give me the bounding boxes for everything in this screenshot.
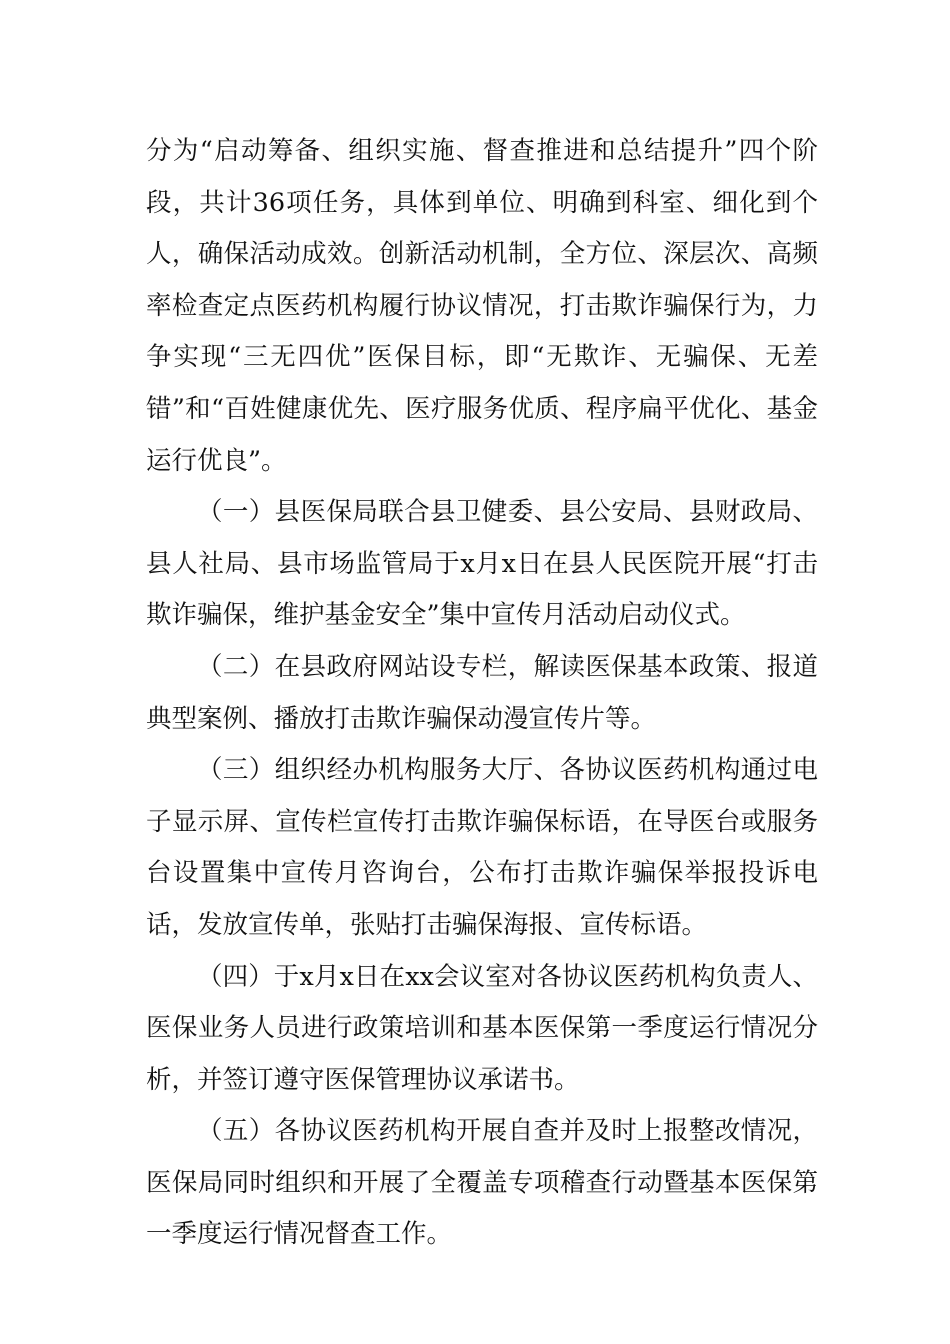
document-body bbox=[146, 126, 818, 1261]
paragraph-item-4: （四）于x月x日在xx会议室对各协议医药机构负责人、医保业务人员进行政策培训和基本医保第一季度运行情况分析，并签订遵守医保管理协议承诺书。 bbox=[146, 961, 818, 1095]
paragraph-item-1: （一）县医保局联合县卫健委、县公安局、县财政局、县人社局、县市场监管局于x月x日在县人民医院开展“打击欺诈骗保，维护基金安全”集中宣传月活动启动仪式。 bbox=[146, 497, 818, 631]
paragraph-item-5: （五）各协议医药机构开展自查并及时上报整改情况，医保局同时组织和开展了全覆盖专项稽查行动暨基本医保第一季度运行情况督查工作。 bbox=[146, 1116, 818, 1250]
paragraph-continuation: 分为“启动筹备、组织实施、督查推进和总结提升”四个阶段，共计36项任务，具体到单位、明确到科室、细化到个人，确保活动成效。创新活动机制，全方位、深层次、高频率检查定点医药机构履行协议情况，打击欺诈骗保行为，力争实现“三无四优”医保目标，即“无欺诈、无骗保、无差错”和“百姓健康优先、医疗服务优质、程序扁平优化、基金运行优良”。 bbox=[146, 136, 818, 476]
paragraph-item-3: （三）组织经办机构服务大厅、各协议医药机构通过电子显示屏、宣传栏宣传打击欺诈骗保标语，在导医台或服务台设置集中宣传月咨询台，公布打击欺诈骗保举报投诉电话，发放宣传单，张贴打击骗保海报、宣传标语。 bbox=[146, 755, 818, 940]
paragraph-item-2: （二）在县政府网站设专栏，解读医保基本政策、报道典型案例、播放打击欺诈骗保动漫宣传片等。 bbox=[146, 651, 818, 734]
